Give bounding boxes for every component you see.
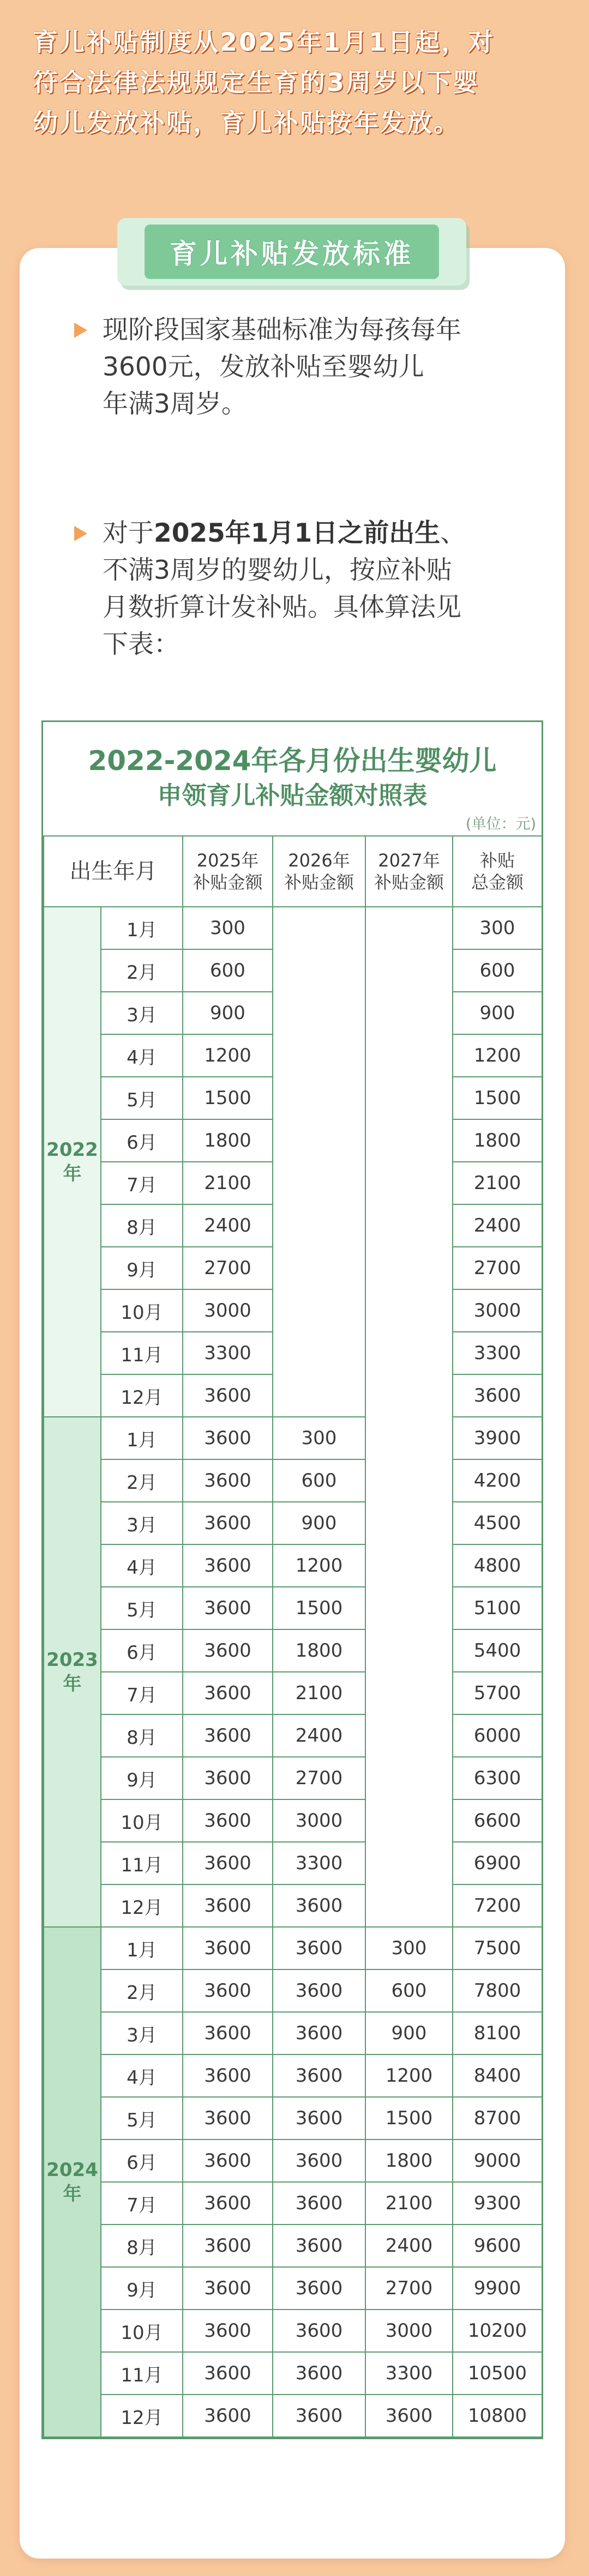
table-title-line-1: 2022-2024年各月份出生婴幼儿 (88, 745, 497, 777)
amount-2025-cell: 3600 (183, 1799, 273, 1842)
paragraph-calculation (103, 515, 517, 663)
amount-2027-cell: 300 (365, 1927, 453, 1969)
amount-2027-cell: 1500 (365, 2097, 453, 2139)
total-cell: 1200 (453, 1034, 542, 1077)
amount-2026-cell: 1200 (273, 1544, 365, 1587)
date-highlight: 2025年1月1日之前出生 (154, 518, 441, 548)
amount-2025-cell: 3600 (183, 2182, 273, 2225)
year-label: 2023 (46, 1649, 98, 1671)
empty-cell (273, 907, 365, 1417)
amount-2026-cell: 3600 (273, 2225, 365, 2267)
amount-2027-cell: 2400 (365, 2225, 453, 2267)
year-label: 2024 (46, 2159, 98, 2181)
month-cell: 9月 (101, 1247, 183, 1289)
amount-2026-cell: 2400 (273, 1714, 365, 1757)
table-row (44, 2097, 542, 2139)
month-cell: 7月 (101, 1162, 183, 1204)
triangle-bullet-icon (74, 323, 87, 338)
total-cell: 9600 (453, 2225, 542, 2267)
amount-2025-cell: 3600 (183, 1502, 273, 1544)
amount-2027-cell: 1800 (365, 2139, 453, 2182)
month-cell: 12月 (101, 1884, 183, 1927)
month-cell: 3月 (101, 2012, 183, 2054)
amount-2026-cell: 1800 (273, 1629, 365, 1672)
year-label: 2022 (46, 1139, 98, 1161)
amount-2027-cell: 2700 (365, 2267, 453, 2310)
total-cell: 10800 (453, 2395, 542, 2437)
total-cell: 900 (453, 992, 542, 1034)
total-cell: 10500 (453, 2352, 542, 2395)
amount-2026-cell: 2700 (273, 1757, 365, 1799)
amount-2026-cell: 3600 (273, 2012, 365, 2054)
amount-2026-cell: 2100 (273, 1672, 365, 1714)
total-cell: 7800 (453, 1969, 542, 2012)
month-cell: 9月 (101, 1757, 183, 1799)
total-cell: 1800 (453, 1119, 542, 1162)
amount-2026-cell: 3600 (273, 2310, 365, 2352)
total-cell: 3300 (453, 1332, 542, 1374)
month-cell: 4月 (101, 1544, 183, 1587)
amount-2025-cell: 3600 (183, 2267, 273, 2310)
month-cell: 11月 (101, 2352, 183, 2395)
table-row (44, 1587, 542, 1629)
paragraph-calculation-line-1: 对于2025年1月1日之前出生、 (103, 518, 466, 548)
month-cell: 3月 (101, 1502, 183, 1544)
amount-2025-cell: 3600 (183, 1884, 273, 1927)
total-cell: 1500 (453, 1077, 542, 1119)
month-cell: 11月 (101, 1332, 183, 1374)
total-cell: 10200 (453, 2310, 542, 2352)
amount-2025-cell: 900 (183, 992, 273, 1034)
total-cell: 8400 (453, 2054, 542, 2097)
header-2025: 2025年 补贴金额 (183, 836, 273, 907)
amount-2025-cell: 3600 (183, 1672, 273, 1714)
month-cell: 6月 (101, 2139, 183, 2182)
paragraph-standard-line-2: 3600元，发放补贴至婴幼儿 (103, 352, 424, 382)
amount-2025-cell: 1800 (183, 1119, 273, 1162)
table-row (44, 2182, 542, 2225)
total-cell: 5700 (453, 1672, 542, 1714)
paragraph-calculation-line-4: 下表： (103, 629, 179, 659)
paragraph-standard (103, 312, 517, 423)
month-cell: 10月 (101, 1289, 183, 1332)
intro-line-3: 幼儿发放补贴，育儿补贴按年发放。 (33, 108, 460, 137)
month-cell: 1月 (101, 1417, 183, 1459)
amount-2025-cell: 3600 (183, 1459, 273, 1502)
table-row (44, 907, 542, 949)
amount-2025-cell: 3600 (183, 1969, 273, 2012)
paragraph-standard-line-3: 年满3周岁。 (103, 389, 247, 419)
table-row (44, 2352, 542, 2395)
amount-2025-cell: 1500 (183, 1077, 273, 1119)
amount-2025-cell: 3600 (183, 1417, 273, 1459)
amount-2025-cell: 3600 (183, 2225, 273, 2267)
table-row (44, 2267, 542, 2310)
table-row (44, 2139, 542, 2182)
total-cell: 8700 (453, 2097, 542, 2139)
amount-2026-cell: 3600 (273, 2097, 365, 2139)
amount-2025-cell: 3600 (183, 1757, 273, 1799)
subsidy-table-panel (41, 720, 543, 2439)
total-cell: 9300 (453, 2182, 542, 2225)
total-cell: 2100 (453, 1162, 542, 1204)
header-2027: 2027年 补贴金额 (365, 836, 453, 907)
month-cell: 7月 (101, 1672, 183, 1714)
amount-2026-cell: 3600 (273, 2139, 365, 2182)
month-cell: 6月 (101, 1629, 183, 1672)
subsidy-table (43, 835, 543, 2438)
month-cell: 10月 (101, 2310, 183, 2352)
paragraph-calculation-line-2: 不满3周岁的婴幼儿，按应补贴 (103, 555, 452, 585)
month-cell: 1月 (101, 907, 183, 949)
table-row (44, 1629, 542, 1672)
amount-2025-cell: 300 (183, 907, 273, 949)
month-cell: 1月 (101, 1927, 183, 1969)
amount-2025-cell: 3600 (183, 1374, 273, 1417)
total-cell: 8100 (453, 2012, 542, 2054)
total-cell: 7200 (453, 1884, 542, 1927)
month-cell: 2月 (101, 1459, 183, 1502)
amount-2025-cell: 3600 (183, 1629, 273, 1672)
table-row (44, 1799, 542, 1842)
total-cell: 3000 (453, 1289, 542, 1332)
total-cell: 2400 (453, 1204, 542, 1247)
table-row (44, 1417, 542, 1459)
table-row (44, 1459, 542, 1502)
amount-2027-cell: 3300 (365, 2352, 453, 2395)
amount-2025-cell: 3600 (183, 2012, 273, 2054)
amount-2026-cell: 3600 (273, 2267, 365, 2310)
intro-line-2: 符合法律法规规定生育的3周岁以下婴 (33, 68, 480, 97)
amount-2026-cell: 300 (273, 1417, 365, 1459)
paragraph-standard-line-1: 现阶段国家基础标准为每孩每年 (103, 315, 461, 345)
table-header-row (44, 836, 542, 907)
table-row (44, 1757, 542, 1799)
month-cell: 12月 (101, 2395, 183, 2437)
total-cell: 300 (453, 907, 542, 949)
intro-text (33, 22, 556, 143)
header-2026: 2026年 补贴金额 (273, 836, 365, 907)
table-title (43, 722, 542, 813)
amount-2026-cell: 3600 (273, 2182, 365, 2225)
month-cell: 8月 (101, 2225, 183, 2267)
month-cell: 9月 (101, 2267, 183, 2310)
total-cell: 6000 (453, 1714, 542, 1757)
paragraph-calculation-line-3: 月数折算计发补贴。具体算法见 (103, 592, 461, 622)
amount-2027-cell: 600 (365, 1969, 453, 2012)
empty-cell (365, 907, 453, 1927)
amount-2025-cell: 3600 (183, 2395, 273, 2437)
total-cell: 4200 (453, 1459, 542, 1502)
table-body (44, 907, 542, 2437)
amount-2025-cell: 2100 (183, 1162, 273, 1204)
total-cell: 4800 (453, 1544, 542, 1587)
table-row (44, 2395, 542, 2437)
table-title-line-2: 申领育儿补贴金额对照表 (157, 781, 428, 810)
total-cell: 6600 (453, 1799, 542, 1842)
amount-2027-cell: 2100 (365, 2182, 453, 2225)
amount-2025-cell: 3600 (183, 1927, 273, 1969)
table-row (44, 1672, 542, 1714)
triangle-bullet-icon (74, 526, 87, 541)
amount-2025-cell: 3300 (183, 1332, 273, 1374)
month-cell: 12月 (101, 1374, 183, 1417)
total-cell: 9900 (453, 2267, 542, 2310)
amount-2025-cell: 2400 (183, 1204, 273, 1247)
amount-2025-cell: 3600 (183, 2139, 273, 2182)
amount-2027-cell: 1200 (365, 2054, 453, 2097)
year-cell (44, 1927, 101, 2437)
total-cell: 6300 (453, 1757, 542, 1799)
amount-2026-cell: 3000 (273, 1799, 365, 1842)
amount-2025-cell: 1200 (183, 1034, 273, 1077)
month-cell: 6月 (101, 1119, 183, 1162)
month-cell: 5月 (101, 1077, 183, 1119)
amount-2025-cell: 2700 (183, 1247, 273, 1289)
amount-2025-cell: 3600 (183, 2097, 273, 2139)
month-cell: 7月 (101, 2182, 183, 2225)
table-row (44, 1544, 542, 1587)
total-cell: 5100 (453, 1587, 542, 1629)
amount-2026-cell: 3600 (273, 1884, 365, 1927)
total-cell: 6900 (453, 1842, 542, 1884)
amount-2025-cell: 3000 (183, 1289, 273, 1332)
amount-2025-cell: 3600 (183, 2352, 273, 2395)
month-cell: 2月 (101, 949, 183, 992)
table-row (44, 2225, 542, 2267)
year-cell (44, 1417, 101, 1927)
total-cell: 4500 (453, 1502, 542, 1544)
amount-2025-cell: 3600 (183, 2310, 273, 2352)
header-birth-month: 出生年月 (44, 836, 183, 907)
amount-2026-cell: 3600 (273, 1927, 365, 1969)
amount-2027-cell: 900 (365, 2012, 453, 2054)
total-cell: 5400 (453, 1629, 542, 1672)
table-row (44, 1884, 542, 1927)
intro-line-1: 育儿补贴制度从2025年1月1日起，对 (33, 27, 495, 57)
section-title: 育儿补贴发放标准 (145, 225, 439, 279)
month-cell: 4月 (101, 2054, 183, 2097)
table-row (44, 2054, 542, 2097)
amount-2026-cell: 900 (273, 1502, 365, 1544)
total-cell: 7500 (453, 1927, 542, 1969)
amount-2025-cell: 600 (183, 949, 273, 992)
amount-2026-cell: 3600 (273, 2395, 365, 2437)
year-suffix: 年 (63, 1163, 82, 1185)
total-cell: 2700 (453, 1247, 542, 1289)
amount-2025-cell: 3600 (183, 1714, 273, 1757)
section-title-banner (117, 218, 466, 286)
amount-2026-cell: 3600 (273, 2054, 365, 2097)
amount-2026-cell: 1500 (273, 1587, 365, 1629)
month-cell: 4月 (101, 1034, 183, 1077)
amount-2027-cell: 3000 (365, 2310, 453, 2352)
month-cell: 11月 (101, 1842, 183, 1884)
amount-2025-cell: 3600 (183, 1587, 273, 1629)
amount-2025-cell: 3600 (183, 2054, 273, 2097)
table-row (44, 1502, 542, 1544)
month-cell: 10月 (101, 1799, 183, 1842)
table-row (44, 1969, 542, 2012)
month-cell: 8月 (101, 1714, 183, 1757)
total-cell: 600 (453, 949, 542, 992)
amount-2025-cell: 3600 (183, 1842, 273, 1884)
year-suffix: 年 (63, 2183, 82, 2205)
amount-2027-cell: 3600 (365, 2395, 453, 2437)
amount-2026-cell: 3600 (273, 2352, 365, 2395)
month-cell: 5月 (101, 2097, 183, 2139)
unit-note: (单位：元) (465, 816, 536, 833)
amount-2025-cell: 3600 (183, 1544, 273, 1587)
amount-2026-cell: 3300 (273, 1842, 365, 1884)
year-cell (44, 907, 101, 1417)
header-total: 补贴 总金额 (453, 836, 542, 907)
total-cell: 3900 (453, 1417, 542, 1459)
month-cell: 5月 (101, 1587, 183, 1629)
amount-2026-cell: 3600 (273, 1969, 365, 2012)
table-row (44, 2310, 542, 2352)
table-row (44, 1714, 542, 1757)
total-cell: 9000 (453, 2139, 542, 2182)
month-cell: 8月 (101, 1204, 183, 1247)
month-cell: 3月 (101, 992, 183, 1034)
amount-2026-cell: 600 (273, 1459, 365, 1502)
table-row (44, 1842, 542, 1884)
year-suffix: 年 (63, 1673, 82, 1695)
table-row (44, 2012, 542, 2054)
total-cell: 3600 (453, 1374, 542, 1417)
month-cell: 2月 (101, 1969, 183, 2012)
table-row (44, 1927, 542, 1969)
